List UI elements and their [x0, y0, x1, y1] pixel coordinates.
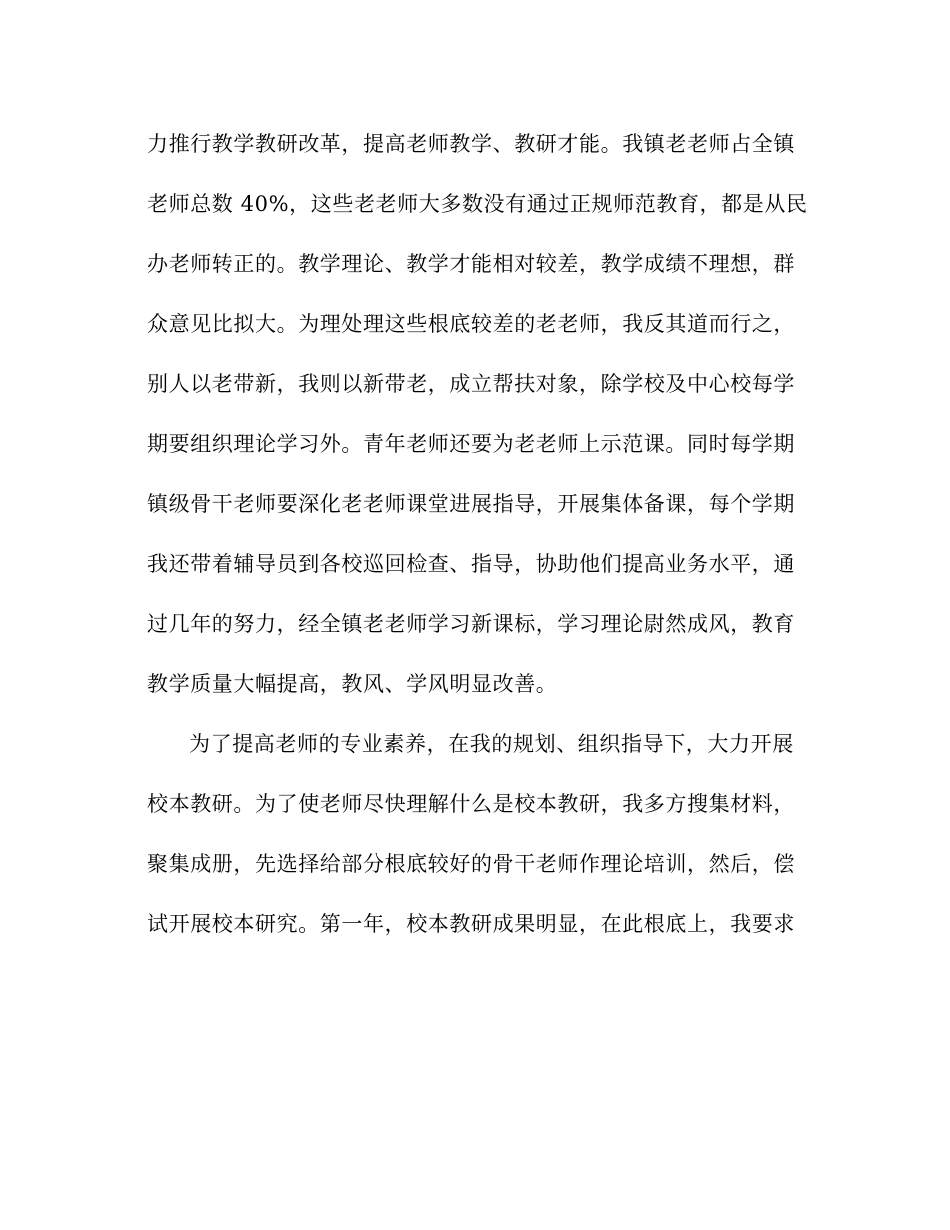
- paragraph-start-line: 为了提高老师的专业素养，在我的规划、组织指导下，大力开展: [189, 732, 794, 756]
- text-line: 众意见比拟大。为理处理这些根底较差的老老师，我反其道而行之，: [147, 312, 795, 336]
- text-line: 聚集成册，先选择给部分根底较好的骨干老师作理论培训，然后，偿: [147, 852, 795, 876]
- text-line: 办老师转正的。教学理论、教学才能相对较差，教学成绩不理想，群: [147, 252, 795, 276]
- text-line: 教学质量大幅提高，教风、学风明显改善。: [147, 672, 558, 696]
- text-line: 别人以老带新，我则以新带老，成立帮扶对象，除学校及中心校每学: [147, 372, 795, 396]
- body-text: [147, 124, 807, 964]
- text-line: 镇级骨干老师要深化老老师课堂进展指导，开展集体备课，每个学期: [147, 492, 795, 516]
- text-line: 老师总数 40%，这些老老师大多数没有通过正规师范教育，都是从民: [147, 192, 808, 216]
- text-line: 试开展校本研究。第一年，校本教研成果明显，在此根底上，我要求: [147, 912, 795, 936]
- text-line: 校本教研。为了使老师尽快理解什么是校本教研，我多方搜集材料，: [147, 792, 795, 816]
- text-line: 期要组织理论学习外。青年老师还要为老老师上示范课。同时每学期: [147, 432, 795, 456]
- text-line: 我还带着辅导员到各校巡回检查、指导，协助他们提高业务水平，通: [147, 552, 795, 576]
- text-line: 力推行教学教研改革，提高老师教学、教研才能。我镇老老师占全镇: [147, 132, 795, 156]
- text-line: 过几年的努力，经全镇老老师学习新课标，学习理论尉然成风，教育: [147, 612, 795, 636]
